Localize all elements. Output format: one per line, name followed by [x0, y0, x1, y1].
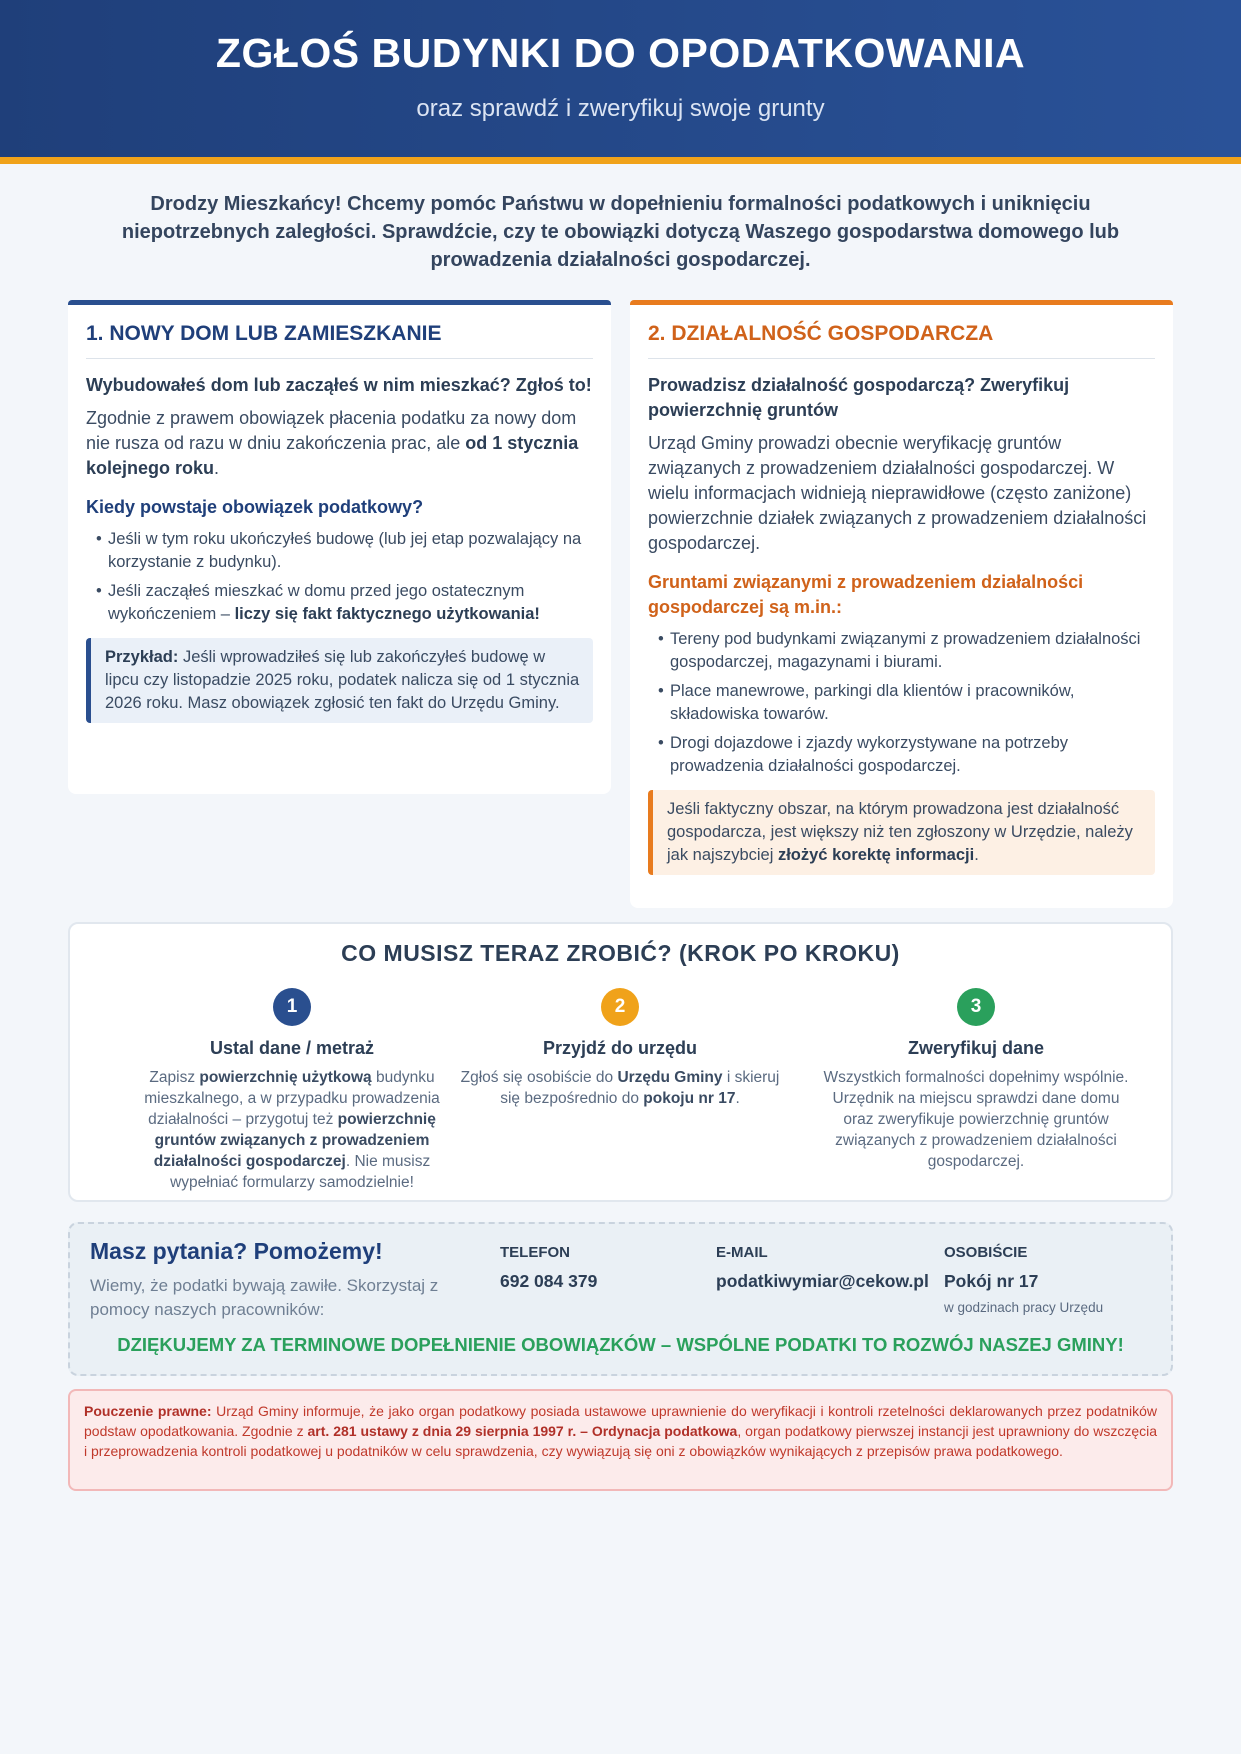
list-item: • Place manewrowe, parkingi dla klientów i pracowników, składowiska towarów. [660, 680, 1155, 726]
contact-label: E-MAIL [716, 1244, 768, 1261]
list-item: • Tereny pod budynkami związanymi z prowadzeniem działalności gospodarczej, magazynami i biurami. [660, 628, 1155, 674]
header-banner [0, 0, 1241, 164]
email-link[interactable]: podatkiwymiar@cekow.pl [716, 1271, 929, 1291]
phone-number-link[interactable]: 692 084 379 [500, 1271, 598, 1291]
page-title: ZGŁOŚ BUDYNKI DO OPODATKOWANIA [215, 30, 1026, 76]
section-lead: Prowadzisz działalność gospodarczą? Zweryfikuj powierzchnię gruntów [648, 375, 1070, 420]
steps-panel [68, 922, 1173, 1202]
section-lead: Wybudowałeś dom lub zacząłeś w nim mieszkać? Zgłoś to! [86, 375, 592, 395]
contact-email [716, 1244, 929, 1292]
section-new-house [68, 300, 611, 794]
section-accent-bar [68, 300, 611, 305]
contact-phone [500, 1244, 597, 1292]
help-subtitle: Wiemy, że podatki bywają zawiłe. Skorzystaj z pomocy naszych pracowników: [90, 1276, 439, 1319]
warning-box: Jeśli faktyczny obszar, na którym prowadzona jest działalność gospodarcza, jest większy niż ten zgłoszony w Urzędzie, należy jak najszybciej złożyć korektę informacji. [648, 790, 1155, 875]
step-title: Ustal dane / metraż [209, 1038, 375, 1058]
bullet-list [86, 528, 593, 626]
contact-label: OSOBIŚCIE [944, 1244, 1028, 1261]
contact-label: TELEFON [500, 1244, 570, 1261]
step-description: Wszystkich formalności dopełnimy wspólnie. Urzędnik na miejscu sprawdzi dane domu oraz zweryfikuje powierzchnię gruntów związanych z prowadzeniem działalności gospodarczej. [823, 1069, 1129, 1170]
step-description: Zapisz powierzchnię użytkową budynku mieszkalnego, a w przypadku prowadzenia działalności – przygotuj też powierzchnię gruntów związanych z prowadzeniem działalności gospodarczej. Nie musisz wypełniać formularzy samodzielnie! [144, 1069, 440, 1191]
section-title: 1. NOWY DOM LUB ZAMIESZKANIE [86, 322, 593, 359]
step-3 [816, 988, 1136, 1172]
help-title: Masz pytania? Pomożemy! [90, 1238, 383, 1264]
list-item: • Jeśli w tym roku ukończyłeś budowę (lub jej etap pozwalający na korzystanie z budynku). [98, 528, 593, 574]
legal-notice: Pouczenie prawne: Urząd Gminy informuje, że jako organ podatkowy posiada ustawowe uprawnienie do weryfikacji i kontroli rzetelności deklarowanych przez podatników podstaw opodatkowania. Zgodnie z art. 281 ustawy z dnia 29 sierpnia 1997 r. – Ordynacja podatkowa, organ podatkowy pierwszej instancji jest uprawniony do wszczęcia i przeprowadzenia kontroli podatkowej u podatników w celu sprawdzenia, czy wywiązują się oni z obowiązków wynikających z przepisów prawa podatkowego. [68, 1389, 1173, 1491]
thanks-banner: DZIĘKUJEMY ZA TERMINOWE DOPEŁNIENIE OBOWIĄZKÓW – WSPÓLNE PODATKI TO ROZWÓJ NASZEJ GMINY! [117, 1334, 1124, 1355]
example-box: Przykład: Jeśli wprowadziłeś się lub zakończyłeś budowę w lipcu czy listopadzie 2025 roku, podatek nalicza się od 1 stycznia 2026 roku. Masz obowiązek zgłosić ten fakt do Urzędu Gminy. [86, 638, 593, 723]
contact-room: Pokój nr 17 [944, 1271, 1039, 1291]
help-panel [68, 1222, 1173, 1376]
step-number-badge: 3 [957, 988, 995, 1026]
section-accent-bar [630, 300, 1173, 305]
section-question: Kiedy powstaje obowiązek podatkowy? [86, 497, 424, 517]
sections-columns [0, 274, 1241, 894]
step-1 [132, 988, 452, 1193]
steps-title: CO MUSISZ TERAZ ZROBIĆ? (KROK PO KROKU) [341, 940, 900, 966]
step-title: Przyjdź do urzędu [542, 1038, 697, 1058]
step-2 [460, 988, 780, 1109]
section-business [630, 300, 1173, 908]
section-paragraph: Urząd Gminy prowadzi obecnie weryfikację gruntów związanych z prowadzeniem działalności gospodarczej. W wielu informacjach widnieją nieprawidłowe (często zaniżone) powierzchnie działek związanych z prowadzeniem działalności gospodarczej. [648, 433, 1147, 553]
list-item: • Jeśli zacząłeś mieszkać w domu przed jego ostatecznym wykończeniem – liczy się fakt faktycznego użytkowania! [98, 580, 593, 626]
step-description: Zgłoś się osobiście do Urzędu Gminy i skieruj się bezpośrednio do pokoju nr 17. [460, 1069, 780, 1107]
list-item: • Drogi dojazdowe i zjazdy wykorzystywane na potrzeby prowadzenia działalności gospodarczej. [660, 732, 1155, 778]
step-number-badge: 2 [601, 988, 639, 1026]
bullet-list [648, 628, 1155, 778]
section-paragraph: Zgodnie z prawem obowiązek płacenia podatku za nowy dom nie rusza od razu w dniu zakończenia prac, ale od 1 stycznia kolejnego roku. [86, 408, 579, 478]
step-number-badge: 1 [273, 988, 311, 1026]
contact-note: w godzinach pracy Urzędu [944, 1300, 1104, 1315]
contact-personal [944, 1244, 1103, 1315]
step-title: Zweryfikuj dane [907, 1038, 1045, 1058]
section-title: 2. DZIAŁALNOŚĆ GOSPODARCZA [648, 322, 1155, 359]
intro-text: Drodzy Mieszkańcy! Chcemy pomóc Państwu w dopełnieniu formalności podatkowych i uniknięciu niepotrzebnych zaległości. Sprawdźcie, czy te obowiązki dotyczą Waszego gospodarstwa domowego lub prowadzenia działalności gospodarczej. [121, 193, 1120, 271]
section-question: Gruntami związanymi z prowadzeniem działalności gospodarczej są m.in.: [648, 572, 1084, 617]
page-subtitle: oraz sprawdź i zweryfikuj swoje grunty [416, 95, 825, 122]
